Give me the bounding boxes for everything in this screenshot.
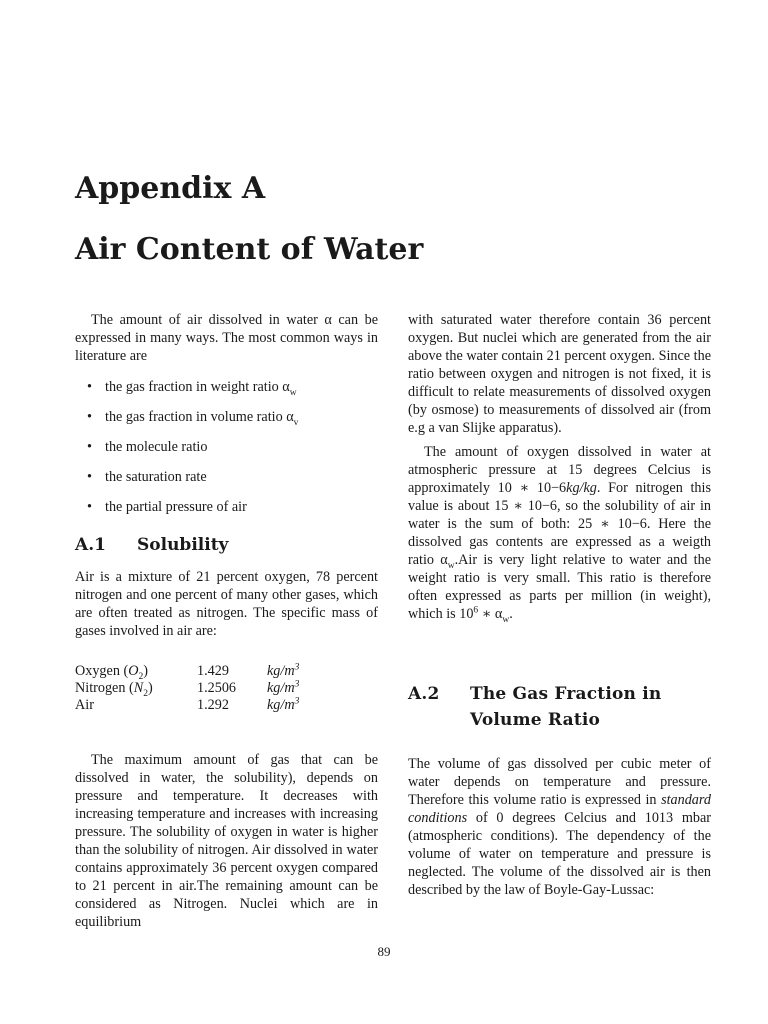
specific-mass-table	[75, 663, 299, 714]
volume-ratio-paragraph: The volume of gas dissolved per cubic meter of water depends on temperature and pressure. Therefore this volume ratio is expressed in standard conditions of 0 degrees Celcius and 1013 mbar (atmospheric conditions). The dependency of the volume of water on temperature and pressure is neglected. The volume of the dissolved air is then described by the law of Boyle-Gay-Lussac:	[408, 756, 711, 898]
page-number: 89	[377, 944, 391, 959]
solubility-paragraph: The maximum amount of gas that can be dissolved in water, the solubility), depends on pressure and temperature. It decreases with increasing temperature and increases with increasing pressure. The solubility of oxygen in water is higher than the solubility of nitrogen. Air dissolved in water contains approximately 36 percent oxygen compared to 21 percent in air.The remaining amount can be considered as Nitrogen. Nuclei which are in equilibrium	[75, 752, 378, 930]
list-item: • the gas fraction in volume ratio $\alpha_v$	[75, 408, 378, 438]
appendix-title: Air Content of Water	[75, 232, 424, 267]
list-item: • the saturation rate	[75, 468, 378, 498]
oxygen-ratio-paragraph: with saturated water therefore contain 36 percent oxygen. But nuclei which are generated from the air above the water contain 21 percent oxygen. Since the ratio between oxygen and nitrogen is not fixed, it is difficult to relate measurements of dissolved oxygen (by osmose) to measurements of dissolved air (from e.g a van Slijke apparatus).	[408, 312, 711, 436]
intro-paragraph: The amount of air dissolved in water α can be expressed in many ways. The most common ways in literature are	[75, 312, 378, 364]
dissolved-oxygen-paragraph: The amount of oxygen dissolved in water at atmospheric pressure at 15 degrees Celcius is approximately 10 ∗ 10−6kg/kg. For nitrogen this value is about 15 ∗ 10−6, so the solubility of air in water is the sum of both: 25 ∗ 10−6. Here the dissolved gas contents are expressed as a weigth ratio $\alpha_w.Air$ is very light relative to water and the weight ratio is very small. This ratio is therefore often expressed as parts per million (in weight), which is $10^6$ ∗ $\alpha_w$.	[408, 444, 711, 625]
section-number: A.2	[408, 684, 440, 704]
list-item: • the partial pressure of air	[75, 498, 378, 528]
section-number: A.1	[75, 535, 106, 555]
left-column	[75, 311, 378, 931]
composition-paragraph: Air is a mixture of 21 percent oxygen, 78 percent nitrogen and one percent of many other gases, which are often treated as nitrogen. The specific mass of gases involved in air are:	[75, 569, 378, 639]
right-column	[408, 311, 711, 899]
section-title: The Gas Fraction in Volume Ratio	[470, 684, 662, 730]
table-row: Air 1.292 $kg/m^3$	[75, 696, 300, 713]
section-title: Solubility	[137, 535, 229, 555]
section-heading-solubility	[75, 532, 378, 558]
list-item: • the molecule ratio	[75, 438, 378, 468]
measure-list	[75, 378, 378, 528]
section-heading-volume-ratio	[408, 681, 711, 733]
table-row: Oxygen $(O_2)$ 1.429 $kg/m^3$	[75, 662, 300, 682]
list-item: • the gas fraction in weight ratio $\alpha_w$	[75, 378, 378, 408]
appendix-label: Appendix A	[75, 171, 266, 206]
table-row: Nitrogen $(N_2)$ 1.2506 $kg/m^3$	[75, 679, 300, 699]
